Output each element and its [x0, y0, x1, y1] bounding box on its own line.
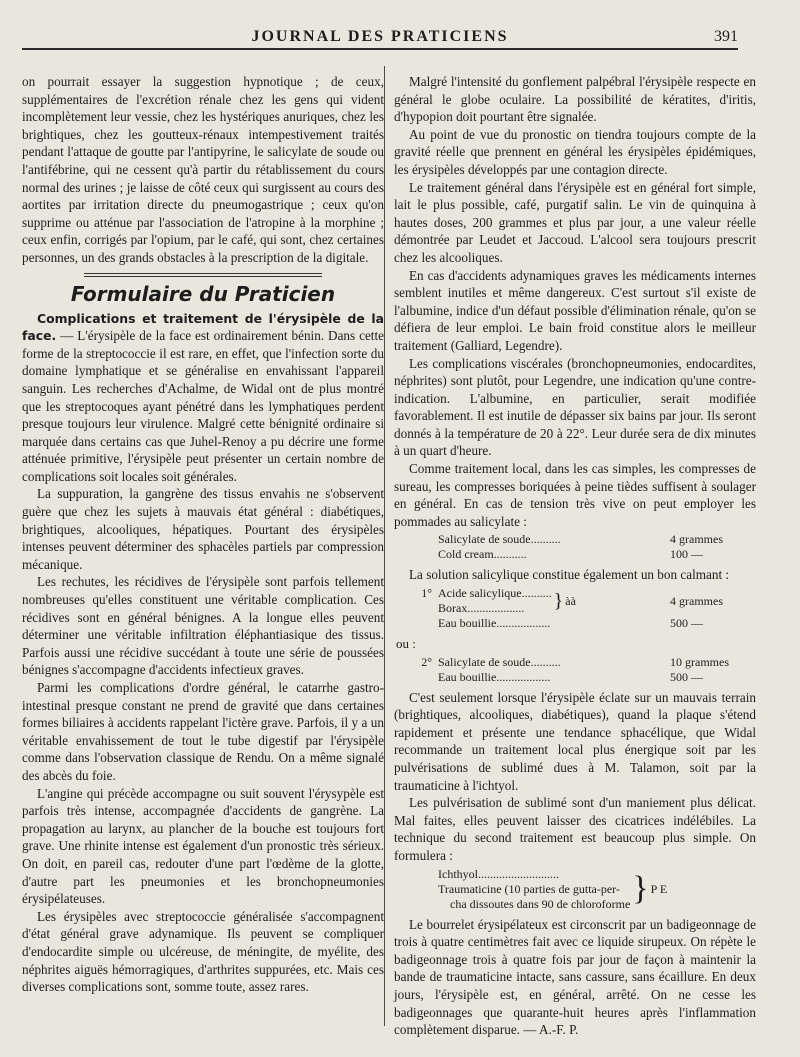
formula-ingredient: Traumaticine (10 parties de gutta-per- — [438, 881, 620, 896]
paragraph: Le traitement général dans l'érysipèle est en général fort simple, lait le plus possible, café, purgatif salin. Le vin de quinquina à hautes doses, 200 grammes et plus par jour, a une valeur réelle démontrée par Leudet et Jaccoud. L'alcool sera toujours prescrit chez les alcooliques. — [394, 179, 756, 265]
formula-lead — [394, 532, 438, 547]
formula-alternative: ou : — [396, 636, 416, 652]
formula-salicylate-pommade — [394, 532, 756, 562]
formula-quantity: 500 — — [670, 669, 703, 684]
formula-lead — [394, 547, 438, 562]
paragraph: Malgré l'intensité du gonflement palpébral l'érysipèle respecte en général le globe oculaire. La possibilité de kératites, d'iritis, d'hypopion doit pourtant être signalée. — [394, 74, 756, 125]
formula-row — [394, 616, 756, 631]
formula-lead — [394, 867, 438, 912]
formula-ingredient: Cold cream........... — [438, 547, 527, 562]
formula-row — [394, 532, 756, 547]
formula-salicylic-solution-1 — [394, 586, 756, 631]
formula-quantity: 100 — — [670, 547, 703, 562]
formula-ingredient: Borax................... — [438, 601, 525, 616]
paragraph: on pourrait essayer la suggestion hypnotique ; de ceux, supplémentaires de l'excrétion rénale chez les gens qui vident incomplètement leur vessie, chez les hystériques anuriques, chez les brightiques, chez les goutteux-rénaux intempestivement traités pendant l'attaque de goutte par l'antipyrine, le salicylate de soude ou l'antifébrine, qui ne cessent qu'à partir du rétablissement du cours normal des urines ; je laisse de côté ceux qui surgissent au cours des aortites par irritation directe du pneumogastrique ; ceux qu'on supprime ou atténue par l'association de l'atropine à la morphine ; ceux enfin, corrigés par l'opium, par le café, qui sont, chez certaines personnes, un des grands obstacles à la prescription de la digitale. — [22, 74, 384, 265]
formula-traumaticine — [394, 867, 756, 912]
right-brace-icon: } — [553, 590, 564, 613]
formula-ingredient: cha dissoutes dans 90 de chloroforme — [450, 896, 631, 911]
formula-ingredient: Eau bouillie.................. — [438, 616, 551, 631]
formula-quantity: P E — [650, 881, 668, 896]
paragraph: Les érysipèles avec streptococcie généralisée s'accompagnent d'état général grave adynamique. Ils peuvent se compliquer d'endocardite simple ou ulcéreuse, de méningite, de myélite, des néphrites aiguës hémorragiques, d'arthrites suppurées, etc. Mais ces diverses complications sont, somme toute, assez rares. — [22, 908, 384, 995]
page-number: 391 — [714, 28, 738, 45]
formula-brace-group — [438, 586, 670, 616]
section-rule — [84, 273, 322, 274]
formula-quantity: 10 grammes — [670, 654, 729, 669]
paragraph: La solution salicylique constitue également un bon calmant : — [409, 567, 730, 583]
formula-ingredient: Acide salicylique.......... — [438, 586, 552, 601]
paragraph — [22, 310, 384, 486]
formula-row — [394, 670, 756, 685]
paragraph: La suppuration, la gangrène des tissus envahis ne s'observent guère que chez les sujets à mauvais état général : diabétiques, brightiques, alcooliques, hépatiques. Pourtant des érysipèles intenses peuvent déterminer des sphacèles partiels par compression mécanique. — [22, 486, 384, 572]
formula-row — [394, 655, 756, 670]
formula-ingredient: Ichthyol........................... — [438, 866, 559, 881]
formula-lead — [394, 616, 438, 631]
paragraph: L'angine qui précède accompagne ou suit souvent l'érysypèle est parfois très intense, accompagnée d'accidents de gangrène. La propagation au larynx, au plancher de la bouche est toujours fort grave. Une rhinite intense est également d'un pronostic très sérieux. On doit, en pareil cas, redouter d'une part l'œdème de la glotte, d'autre part les pneumonies et les bronchopneumonies érysipélateuses. — [22, 785, 384, 907]
formula-number: 1° — [421, 586, 432, 601]
paragraph: Les pulvérisation de sublimé sont d'un maniement plus délicat. Mal faites, elles peuvent laisser des cicatrices indélébiles. La technique du second traitement est beaucoup plus simple. On formulera : — [394, 795, 756, 863]
formula-ingredient-group — [438, 586, 670, 616]
paragraph: C'est seulement lorsque l'érysipèle éclate sur un mauvais terrain (brightiques, alcooliques, diabétiques), quand la plaque s'étend rapidement et présente une tendance sphacélique, que Widal recommande un traitement local plus énergique soit par les pulvérisations de sublimé dues à M. Talamon, soit par la traumaticine à l'ichtyol. — [394, 689, 756, 793]
formula-salicylic-solution-2 — [394, 655, 756, 685]
formula-quantity: 500 — — [670, 616, 703, 631]
formula-ingredient: Eau bouillie.................. — [438, 669, 551, 684]
paragraph: Les complications viscérales (bronchopneumonies, endocardites, néphrites) sont plutôt, pour Legendre, une indication qu'une contre-indication. L'albumine, en particulier, serait modifiée favorablement. Il est inutile de dépasser six bains par jour. Ils seront donnés à la température de 20 à 22°. Leur durée sera de dix minutes à un quart d'heure. — [394, 355, 756, 459]
paragraph: Au point de vue du pronostic on tiendra toujours compte de la gravité réelle que prennent en général les érysipèles épidémiques, les érysipèles développés par une contagion directe. — [394, 126, 756, 177]
formula-ingredients — [438, 867, 630, 912]
formula-aa: àà — [565, 593, 576, 608]
formula-row — [394, 547, 756, 562]
paragraph: Les rechutes, les récidives de l'érysipèle sont parfois tellement nombreuses qu'elles constituent une véritable complication. Ces récidives sont en général bénignes. A la longue elles peuvent déterminer une véritable infiltration éléphantiasique des tissus. Parfois aussi une récidive succédant à toute une série de poussées bénignes s'accompagne d'accidents infectieux graves. — [22, 574, 384, 678]
paragraph: Comme traitement local, dans les cas simples, les compresses de sureau, les compresses boriquées à peine tièdes suffisent à soulager en général. En cas de tension très vive on peut employer les pommades au salicylate : — [394, 461, 756, 529]
left-column — [22, 73, 384, 996]
header-rule — [22, 48, 738, 50]
journal-title: JOURNAL DES PRATICIENS — [251, 28, 509, 45]
formula-lead — [394, 670, 438, 685]
section-rule — [84, 276, 322, 277]
column-divider — [384, 66, 385, 1026]
formula-ingredients — [438, 586, 552, 616]
paragraph: Le bourrelet érysipélateux est circonscrit par un badigeonnage de trois à quatre centimètres fait avec ce liquide sirupeux. On répète le badigeonnage trois à quatre fois par jour de façon à maintenir la bande de traumaticine intacte, sans cassure, sans écaillure. En deux jours, l'érysipèle est, en général, arrêté. On ne cesse les badigeonnages que quarante-huit heures après l'inflammation complètement disparue. — A.-F. P. — [394, 916, 756, 1038]
formula-quantity: 4 grammes — [670, 593, 723, 608]
article-title: Complications et traitement de l'érysipèle de la face. — [22, 310, 384, 344]
right-brace-icon: } — [632, 870, 649, 908]
paragraph-text: — L'érysipèle de la face est ordinairement bénin. Dans cette forme de la streptococcie il est rare, en effet, que l'infection sorte du domaine lymphatique et se généralise en envahissant l'appareil sanguin. Les recherches d'Achalme, de Widal ont de plus montré que les streptocoques ayant pénétré dans les lymphatiques perdent presque toujours leur virulence. Malgré cette bénignité ordinaire si marquée dans certains cas que Juhel-Renoy a pu décrire une forme atténuée primitive, l'érysipèle peut présenter un certain nombre de complications soit locales soit générales. — [22, 328, 384, 484]
section-title: Formulaire du Praticien — [70, 281, 336, 306]
formula-quantity: 4 grammes — [670, 532, 723, 547]
formula-ingredient-group — [438, 867, 756, 912]
formula-ingredient: Salicylate de soude.......... — [438, 654, 561, 669]
page-header — [22, 22, 738, 48]
formula-number: 2° — [421, 654, 432, 669]
formula-row — [394, 867, 756, 912]
paragraph: En cas d'accidents adynamiques graves les médicaments internes semblent inutiles et même dangereux. C'est surtout s'il existe de l'albumine, indice d'un défaut possible d'élimination rénale, qu'on se défiera de leur emploi. Le bain froid constitue alors le meilleur traitement (Galliard, Legendre). — [394, 267, 756, 353]
formula-ingredient: Salicylate de soude.......... — [438, 532, 561, 547]
formula-brace-group — [438, 867, 756, 912]
paragraph: Parmi les complications d'ordre général, le catarrhe gastro-intestinal presque constant ne prend de gravité que dans certaines formes biliaires à accidents rappelant l'ictère grave. Parfois, il y a un véritable envahissement de tout le tube digestif par l'érysipèle comme dans l'observation classique de Rendu. On a même signalé des abcès du foie. — [22, 680, 384, 783]
right-column — [394, 73, 756, 1039]
formula-row — [394, 586, 756, 616]
